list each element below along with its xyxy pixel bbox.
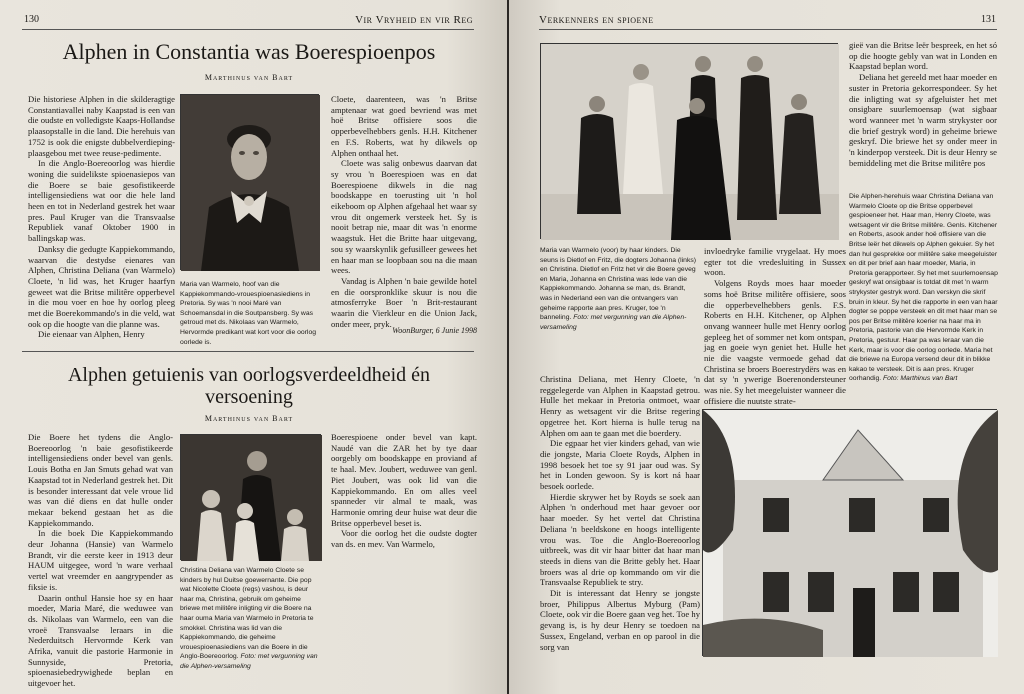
article1-signature: WoonBurger, 6 Junie 1998: [392, 326, 477, 335]
homestead-photo: [703, 410, 998, 657]
portrait-photo: [181, 95, 320, 271]
photo-van-warmelo-family: [540, 43, 838, 239]
paragraph: Deliana het gereeld met haar moeder en suster in Pretoria gekorrespondeer. Sy het die inligting wat sy afgeluister het met onsigbare suurlemoensap (wat sigbaar word wanneer met 'n warm strykyster oor die brief gestryk word) in geheime briewe geskryf. Die briewe het sy onder meer in 'n kinderpop versteek. Dit is deur Henry se bemiddeling met die Britse militêre pos: [849, 72, 997, 168]
article-divider: [22, 351, 474, 352]
alphen-house-caption: [849, 192, 999, 392]
page-number-left: 130: [24, 14, 39, 25]
paragraph: Voor die oorlog het die oudste dogter van ds. en mev. Van Warmelo,: [331, 528, 477, 550]
article2-caption-text: Christina Deliana van Warmelo Cloete se kinders by hul Duitse goewernante. Die pop wat Nicolette Cloete (regs) vashou, is deur haar ma, Christina, gebruik om geheime briewe met militêre inligting vir die Boere na haar ouma Maria van Warmelo in Pretoria te smokkel. Christina was lid van die Kappiekommando, die geheime vrouespioenasiediens van die Boere in die Anglo-Boereoorlog.: [180, 567, 314, 661]
alphen-house-caption-credit: Foto: Marthinus van Bart: [883, 375, 958, 383]
article1-column-1: [28, 94, 175, 343]
paragraph: Vandag is Alphen 'n baie gewilde hotel en die oorspronklike skuur is nou die atmosferryke Boer 'n Brit-restaurant waarin die Vierkleur en die Union Jack, onder meer, pryk.: [331, 275, 477, 329]
right-column-1-bottom: [540, 374, 700, 684]
page-number-right: 131: [981, 14, 996, 25]
paragraph: Danksy die gedugte Kappiekommando, waarvan die destydse eienares van Alphen, Christina Deliana (van Warmelo) Cloete, 'n lid was, het Kruger haarfyn geweet wat die Britse militêre opperbevel in die mou voer en hoe hy oorlog pleeg met die Boerekommando's in die veld, wat ook op die hoogte van die planne was.: [28, 243, 175, 329]
family-caption-text: Maria van Warmelo (voor) by haar kinders. Die seuns is Dietlof en Fritz, die dogters Johanna (links) en Christina. Dietlof en Fritz het vir die Boere geveg en Maria, Johanna en Christina was lede van die Kappiekommando. Johanna se man, ds. Brandt, was in Nederland een van die ontvangers van geheime rapporte aan pres. Kruger, toe 'n banneling.: [540, 247, 697, 322]
right-page: [509, 0, 1024, 694]
right-column-2-top: [704, 246, 846, 406]
article1-title: Alphen in Constantia was Boerespioenpos: [62, 39, 436, 64]
article1-byline: Marthinus van Bart: [204, 73, 294, 82]
paragraph: Cloete was salig onbewus daarvan dat sy vrou 'n Boerespioen was en dat Boerespioene dikwels in die nag boodskappe en toerusting uit 'n hol eikeboom op Alphen afgehaal het waar sy vrou dit ongemerk versteek het. Sy is nooit betrap nie, maar dit was 'n enorme waagstuk. Het die Britte haar uitgevang, sou sy waarskynlik gefusilleer gewees het en haar man se loopbaan sou na die maan wees.: [331, 158, 477, 276]
children-photo: [181, 435, 322, 561]
photo-cloete-children: [180, 434, 321, 560]
article1-caption: Maria van Warmelo, hoof van die Kappiekommando-vrouespioenasiediens in Pretoria. Sy was 'n nooi Maré van Schoemansdal in die Soutpansberg. Sy was getroud met ds. Nikolaas van Warmelo, Hervormde predikant wat kort voor die oorlog oorlede is.: [180, 281, 317, 346]
paragraph: invloedryke familie vrygelaat. Hy moes egter tot die vredesluiting in Sussex woon.: [704, 246, 846, 278]
article2-caption-credit: Foto: met vergunning van die Alphen-versameling: [180, 653, 318, 670]
paragraph: Christina Deliana, met Henry Cloete, 'n reggelegerde van Alphen in Kaapstad getrou. Hulle het mekaar in Pretoria ontmoet, waar Henry as wetsagent vir die Britse regering opgetree het. Kort hierna is hulle terug na Alphen om aan te gaan met die boerdery.: [540, 374, 700, 438]
portrait-maria-van-warmelo: [180, 94, 319, 270]
family-photo: [541, 44, 839, 240]
article2-column-3: [331, 432, 477, 582]
paragraph: In die boek Die Kappiekommando deur Johanna (Hansie) van Warmelo Brandt, vir die eerste keer in 1913 deur HAUM uitgegee, word 'n ware verhaal vertel wat vreemder en aangrypender as fiksie is.: [28, 528, 173, 592]
paragraph: Die egpaar het vier kinders gehad, van wie die jongste, Maria Cloete Royds, Alphen in 1998 besoek het toe sy 91 jaar oud was. Sy het in Londen gewoon. Sy is kort ná haar besoek oorlede.: [540, 438, 700, 492]
paragraph: Cloete, daarenteen, was 'n Britse amptenaar wat goed bevriend was met hoë Britse offisiere soos die opperbevelhebbers genls. H.H. Kitchener en F.S. Roberts, wat hy dikwels op Alphen onthaal het.: [331, 94, 477, 158]
alphen-house-caption-text: Die Alphen-herehuis waar Christina Deliana van Warmelo Cloete op die Britse opperbevel gespioeneer het. Haar man, Henry Cloete, was wetsagent vir die Britse militêre. Genls. Kitchener en Roberts, asook ander hoë offisiere van die Britse leër het dikwels op Alphen gekuier. Sy het dan hul gesprekke oor militêre sake meegeluister en dit per brief aan haar moeder, Maria, in Pretoria gerapporteer. Sy het met suurlemoensap geskryf wat onsigbaar is totdat dit met 'n warm strykyster gestryk word. Dan verskyn die skrif bruin in kleur. Sy het die rapporte in een van haar dogter se poppe versteek en dit met haar man se pos per Britse militêre koerier na haar ma in Pretoria, pastorie van die Hervormde Kerk in Pretoria, gestuur. Haar pa was leraar van die Kerk, maar is voor die oorlog oorlede. Maria het die briewe na Europa versend deur dit in blikke kakao te versteek. Dit is aan pres. Kruger oorhandig.: [849, 193, 998, 383]
paragraph: Daarin onthul Hansie hoe sy en haar moeder, Maria Maré, die weduwee van ds. Nikolaas van Warmelo, een van die vroeë Transvaalse leraars in die Nederduitsch Hervormde Kerk van Afrika, vanuit die pastorie Harmonie in Sunnyside, Pretoria, spioenasiebedrywighede beplan en uitgevoer het.: [28, 592, 173, 689]
article2-title: Alphen getuienis van oorlogsverdeeldheid én versoening: [67, 364, 431, 408]
paragraph: Boerespioene onder bevel van kapt. Naudé van die ZAR het by tye daar oorgebly om boodskappe en proviand af te haal. Mev. Joubert, weduwee van genl. Piet Joubert, was ook lid van die Kappiekommando. En om alles veel spanneder vir almal te maak, was Harmonie omring deur huise wat deur die Britse opperbevel beset is.: [331, 432, 477, 528]
article2-caption: [180, 566, 322, 678]
article2-column-1: [28, 432, 173, 689]
paragraph: Volgens Royds moes haar moeder soms hoë Britse militêre offisiere, soos die opperbevelhebbers genls. F.S. Roberts en H.H. Kitchener, op Alphen onvang wanneer hulle met Henry oorlog gepleeg het of sommer net kom ontspan, jag en goeie wyn geniet het. Hulle het nie die vaagste vermoede gehad dat Christina se broers Boerestrydërs was en dat sy 'n ywerige Boerenondersteuner was nie. Sy het meegeluister wanneer die offisiere die nuutste strate-: [704, 278, 846, 406]
header-rule-right: [539, 29, 997, 30]
family-caption: [540, 246, 698, 368]
photo-alphen-homestead: [702, 409, 997, 656]
running-head-left: Vir Vryheid en vir Reg: [355, 14, 473, 26]
right-column-3: [849, 40, 997, 190]
paragraph: Die historiese Alphen in die skilderagtige Constantiavallei naby Kaapstad is een van die oudste en volledigste Kaaps-Hollandse plaasopstalle in die land. Die herehuis van 1752 is ook die enigste dubbelverdieping-plaasgebou met twee reuse-pedimente.: [28, 94, 175, 158]
paragraph: Dit is interessant dat Henry se jongste broer, Philippus Albertus Myburg (Pam) Cloete, ook vir die Boere gaan veg het. Toe hy gevang is, is hy deur Henry se toedoen na Sussex, Engeland, verban en op parool in die sorg van: [540, 588, 700, 652]
article1-column-3: [331, 94, 477, 329]
left-page: [0, 0, 507, 694]
family-caption-credit: Foto: met vergunning van die Alphen-versameling: [540, 314, 687, 331]
paragraph: Die Boere het tydens die Anglo-Boereoorlog 'n baie gesofistikeerde intelligensiediens onder bevel van genls. Louis Botha en Jan Smuts gehad wat van Kaapstad tot in Nederland gestrek het. Dit is besonder interessant dat vele vroue lid was van dié diens en dat hulle onder mekaar bekend gestaan het as die Kappiekommando.: [28, 432, 173, 528]
paragraph: Die eienaar van Alphen, Henry: [38, 329, 145, 340]
paragraph: gieë van die Britse leër bespreek, en het só op die hoogte gebly van wat in Londen en Kaapstad beplan word.: [849, 40, 997, 72]
header-rule: [22, 29, 474, 30]
paragraph: In die Anglo-Boereoorlog was hierdie woning die suidelikste spioenasiepos van die Boere se baie gesofistikeerde intelligensiediens wat oor die hele land heen en tot in Nederland gestrek het waar pres. Paul Kruger van die Transvaalse Republiek vanaf Oktober 1900 in ballingskap was.: [28, 158, 175, 244]
running-head-right: Verkenners en spioene: [539, 14, 654, 26]
article2-byline: Marthinus van Bart: [204, 414, 294, 423]
paragraph: Hierdie skrywer het by Royds se soek aan Alphen 'n onderhoud met haar gevoer oor haar moeder. Sy het vertel dat Christina Deliana 'n beeldskone en hoogs intelligente vrou was. Toe die Anglo-Boereoorlog uitbreek, was dit vir haar bitter dat haar man steeds in diens van die Britte gebly het. Haar broers was al drie op kommando om vir die Transvaalse Republiek te stry.: [540, 491, 700, 588]
